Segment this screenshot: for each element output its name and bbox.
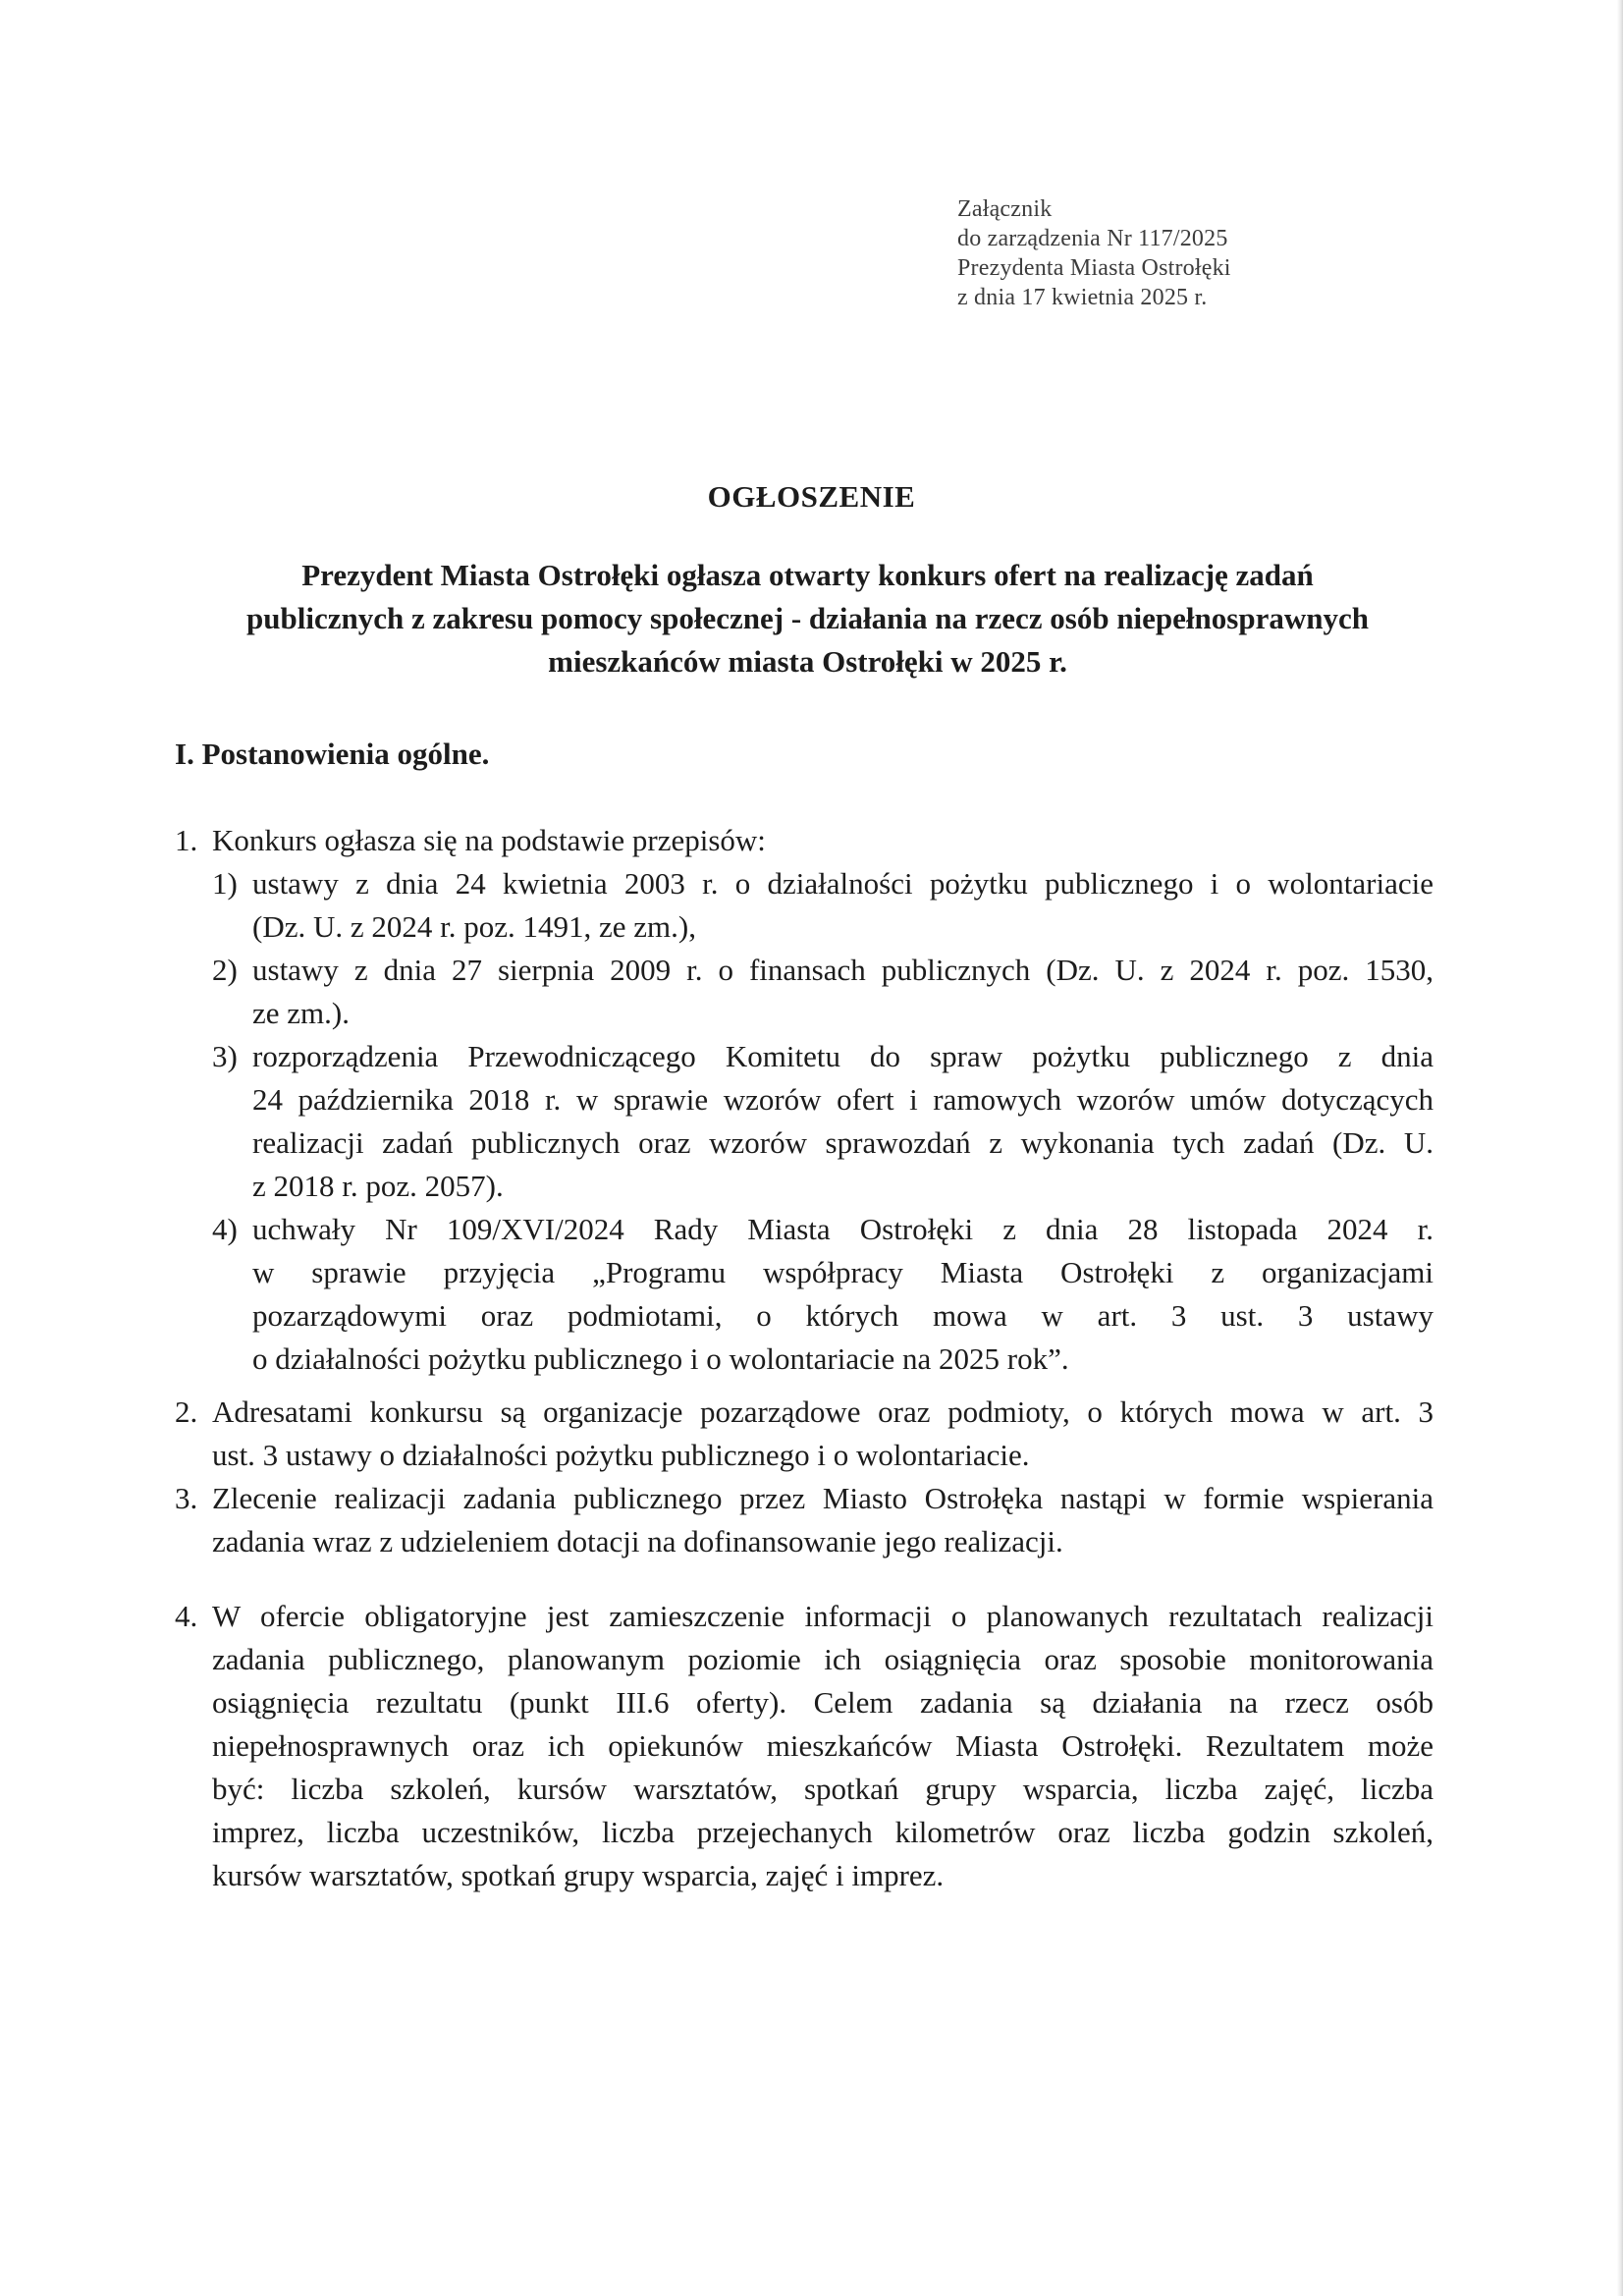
point-number: 4.: [175, 1599, 198, 1633]
subpoint-line: rozporządzenia Przewodniczącego Komitetu do spraw pożytku publicznego z dnia: [252, 1039, 1434, 1073]
subpoint-line: ustawy z dnia 27 sierpnia 2009 r. o finansach publicznych (Dz. U. z 2024 r. poz. 1530,: [252, 953, 1434, 987]
subpoint-line: ze zm.).: [252, 996, 350, 1030]
point-line: ust. 3 ustawy o działalności pożytku publicznego i o wolontariacie.: [212, 1438, 1030, 1472]
point-line: być: liczba szkoleń, kursów warsztatów, spotkań grupy wsparcia, liczba zajęć, liczba: [212, 1772, 1434, 1806]
subpoint-number: 4): [212, 1212, 238, 1246]
subtitle-line: Prezydent Miasta Ostrołęki ogłasza otwarty konkurs ofert na realizację zadań: [301, 558, 1314, 592]
attachment-line: Prezydenta Miasta Ostrołęki: [957, 255, 1231, 281]
subpoint-line: o działalności pożytku publicznego i o wolontariacie na 2025 rok”.: [252, 1341, 1069, 1376]
subpoint-line: z 2018 r. poz. 2057).: [252, 1169, 504, 1203]
point-number: 1.: [175, 823, 198, 857]
attachment-note: [957, 194, 1231, 312]
point-line: niepełnosprawnych oraz ich opiekunów mieszkańców Miasta Ostrołęki. Rezultatem może: [212, 1728, 1434, 1763]
subpoint-line: pozarządowymi oraz podmiotami, o których mowa w art. 3 ust. 3 ustawy: [252, 1298, 1434, 1333]
document-subtitle: [196, 554, 1419, 683]
attachment-line: z dnia 17 kwietnia 2025 r.: [957, 285, 1208, 310]
subpoint-number: 2): [212, 953, 238, 987]
subpoint-line: (Dz. U. z 2024 r. poz. 1491, ze zm.),: [252, 909, 696, 944]
subpoint-line: uchwały Nr 109/XVI/2024 Rady Miasta Ostrołęki z dnia 28 listopada 2024 r.: [252, 1212, 1434, 1246]
point-line: osiągnięcia rezultatu (punkt III.6 oferty). Celem zadania są działania na rzecz osób: [212, 1685, 1434, 1720]
point-number: 3.: [175, 1481, 198, 1515]
point-line: kursów warsztatów, spotkań grupy wsparcia, zajęć i imprez.: [212, 1858, 945, 1892]
attachment-line: do zarządzenia Nr 117/2025: [957, 226, 1228, 251]
point-line: Adresatami konkursu są organizacje pozarządowe oraz podmioty, o których mowa w art. 3: [212, 1394, 1434, 1429]
subpoint-line: ustawy z dnia 24 kwietnia 2003 r. o działalności pożytku publicznego i o wolontariacie: [252, 866, 1434, 901]
attachment-line: Załącznik: [957, 196, 1053, 222]
subpoint-line: w sprawie przyjęcia „Programu współpracy Miasta Ostrołęki z organizacjami: [252, 1255, 1434, 1289]
section-heading: I. Postanowienia ogólne.: [175, 737, 490, 771]
point-line: zadania publicznego, planowanym poziomie ich osiągnięcia oraz sposobie monitorowania: [212, 1642, 1434, 1676]
subtitle-line: mieszkańców miasta Ostrołęki w 2025 r.: [548, 644, 1067, 679]
subpoint-number: 3): [212, 1039, 238, 1073]
point-line: zadania wraz z udzieleniem dotacji na dofinansowanie jego realizacji.: [212, 1524, 1063, 1558]
document-title: OGŁOSZENIE: [707, 479, 916, 514]
point-line: Zlecenie realizacji zadania publicznego przez Miasto Ostrołęka nastąpi w formie wspierania: [212, 1481, 1434, 1515]
page-edge: [1617, 0, 1623, 2296]
point-text: Konkurs ogłasza się na podstawie przepisów:: [212, 823, 766, 857]
point-line: imprez, liczba uczestników, liczba przejechanych kilometrów oraz liczba godzin szkoleń,: [212, 1815, 1434, 1849]
subpoint-line: 24 października 2018 r. w sprawie wzorów ofert i ramowych wzorów umów dotyczących: [252, 1082, 1434, 1117]
subpoint-line: realizacji zadań publicznych oraz wzorów sprawozdań z wykonania tych zadań (Dz. U.: [252, 1125, 1434, 1160]
point-line: W ofercie obligatoryjne jest zamieszczenie informacji o planowanych rezultatach realizacji: [212, 1599, 1434, 1633]
subpoint-number: 1): [212, 866, 238, 901]
point-number: 2.: [175, 1394, 198, 1429]
subtitle-line: publicznych z zakresu pomocy społecznej - działania na rzecz osób niepełnosprawnych: [246, 601, 1369, 635]
